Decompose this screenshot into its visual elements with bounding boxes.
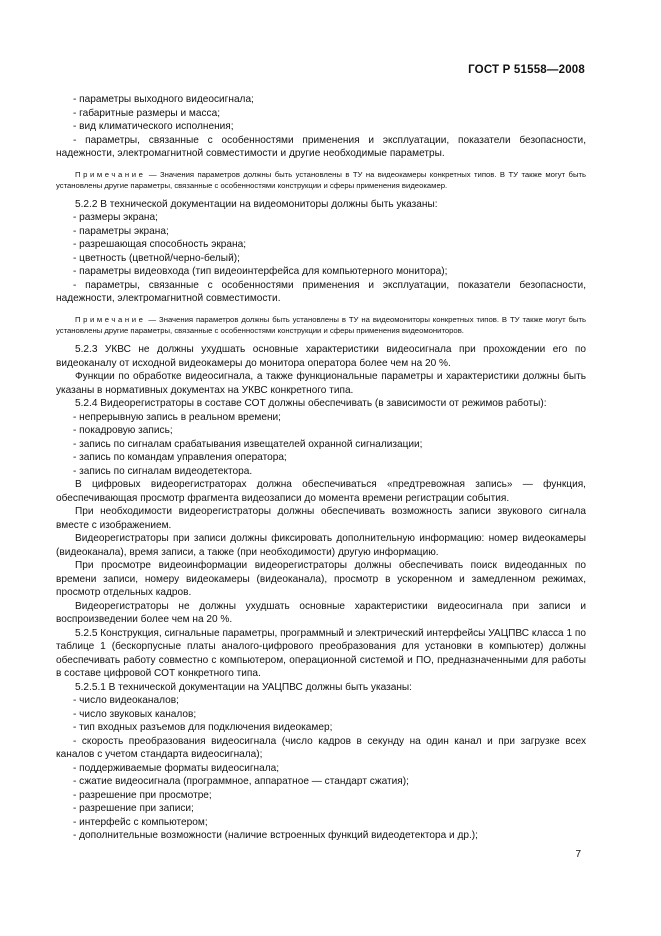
- page-number: 7: [575, 849, 581, 860]
- list-item: - габаритные размеры и масса;: [73, 107, 220, 119]
- list-item: - вид климатического исполнения;: [73, 121, 234, 132]
- note-paragraph: [56, 169, 586, 191]
- note-label: Примечание: [75, 314, 146, 324]
- note-label: Примечание: [75, 169, 146, 179]
- list-item: - поддерживаемые форматы видеосигнала;: [73, 762, 280, 774]
- list-item: - параметры видеовхода (тип видеоинтерфейса для компьютерного монитора);: [73, 266, 448, 278]
- list-item: - покадровую запись;: [73, 425, 173, 437]
- paragraph: При необходимости видеорегистраторы должны обеспечивать возможность записи звукового сигнала вместе с изображением.: [56, 506, 586, 531]
- paragraph-5-2-5: 5.2.5 Конструкция, сигнальные параметры, программный и электрический интерфейсы УАЦПВС класса 1 по таблице 1 (бескорпусные платы аналого-цифрового преобразования для установки в компьютер) должны обеспечивать работу совместно с компьютером, операционной системой и ПО, предназначенными для работы в составе цифровой СОТ конкретного типа.: [56, 627, 586, 680]
- note-paragraph: [56, 314, 586, 336]
- list-item: - параметры выходного видеосигнала;: [73, 94, 254, 105]
- list-item: - тип входных разъемов для подключения видеокамер;: [73, 722, 333, 734]
- paragraph-5-2-3: 5.2.3 УКВС не должны ухудшать основные характеристики видеосигнала при прохождении его по видеоканалу от исходной видеокамеры до монитора оператора более чем на 20 %.: [56, 344, 586, 369]
- list-item: - запись по командам управления оператора;: [73, 452, 287, 464]
- list-item: - скорость преобразования видеосигнала (число кадров в секунду на один канал и при загрузке всех каналов с учетом стандарта видеосигнала);: [56, 735, 586, 761]
- paragraph: Видеорегистраторы не должны ухудшать основные характеристики видеосигнала при записи и воспроизведении более чем на 20 %.: [56, 600, 586, 626]
- document-header: ГОСТ Р 51558—2008: [468, 64, 585, 76]
- note-text: — Значения параметров должны быть установлены в ТУ на видеомониторы конкретных типов. В ТУ также могут быть установлены другие параметры, связанные с особенностями конструкции и сферы применения видеомониторов.: [56, 314, 586, 336]
- list-item: - дополнительные возможности (наличие встроенных функций видеодетектора и др.);: [73, 830, 478, 842]
- list-item: - параметры экрана;: [73, 225, 169, 237]
- list-item: - число звуковых каналов;: [73, 708, 197, 720]
- paragraph: При просмотре видеоинформации видеорегистраторы должны обеспечивать поиск видеоданных по времени записи, номеру видеокамеры (видеоканала), просмотр в ускоренном и замедленном режимах, просмотр отдельных кадров.: [56, 560, 586, 599]
- list-item: - разрешающая способность экрана;: [73, 239, 246, 251]
- list-item: - запись по сигналам срабатывания извещателей охранной сигнализации;: [73, 438, 423, 450]
- paragraph: В цифровых видеорегистраторах должна обеспечиваться «предтревожная запись» — функция, обеспечивающая просмотр фрагмента видеозаписи до момента времени регистрации события.: [56, 479, 586, 504]
- list-item: - параметры, связанные с особенностями применения и эксплуатации, показатели безопасности, надежности, электромагнитной совместимости.: [56, 279, 586, 305]
- document-body: [56, 93, 586, 843]
- list-item: - цветность (цветной/черно-белый);: [73, 252, 240, 264]
- list-item: - разрешение при просмотре;: [73, 789, 212, 801]
- paragraph-5-2-4: 5.2.4 Видеорегистраторы в составе СОТ должны обеспечивать (в зависимости от режимов работы):: [75, 398, 547, 410]
- list-item: - параметры, связанные с особенностями применения и эксплуатации, показатели безопасности, надежности, электромагнитной совместимости и другие необходимые параметры.: [56, 134, 586, 159]
- paragraph: Видеорегистраторы при записи должны фиксировать дополнительную информацию: номер видеокамеры (видеоканала), время записи, а также (при необходимости) другую информацию.: [56, 533, 586, 558]
- note-text: — Значения параметров должны быть установлены в ТУ на видеокамеры конкретных типов. В ТУ также могут быть установлены другие параметры, связанные с особенностями конструкции и сферы применения видеокамер.: [56, 169, 586, 190]
- list-item: - сжатие видеосигнала (программное, аппаратное — стандарт сжатия);: [73, 776, 409, 788]
- list-item: - число видеоканалов;: [73, 695, 179, 707]
- list-item: - размеры экрана;: [73, 212, 158, 224]
- list-item: - разрешение при записи;: [73, 803, 194, 815]
- paragraph-5-2-5-1: 5.2.5.1 В технической документации на УАЦПВС должны быть указаны:: [75, 681, 412, 693]
- list-item: - запись по сигналам видеодетектора.: [73, 465, 253, 477]
- paragraph: Функции по обработке видеосигнала, а также функциональные параметры и характеристики должны быть указаны в нормативных документах на УКВС конкретного типа.: [56, 371, 586, 396]
- paragraph-5-2-2: 5.2.2 В технической документации на видеомониторы должны быть указаны:: [75, 198, 438, 210]
- list-item: - непрерывную запись в реальном времени;: [73, 411, 281, 423]
- list-item: - интерфейс с компьютером;: [73, 816, 208, 828]
